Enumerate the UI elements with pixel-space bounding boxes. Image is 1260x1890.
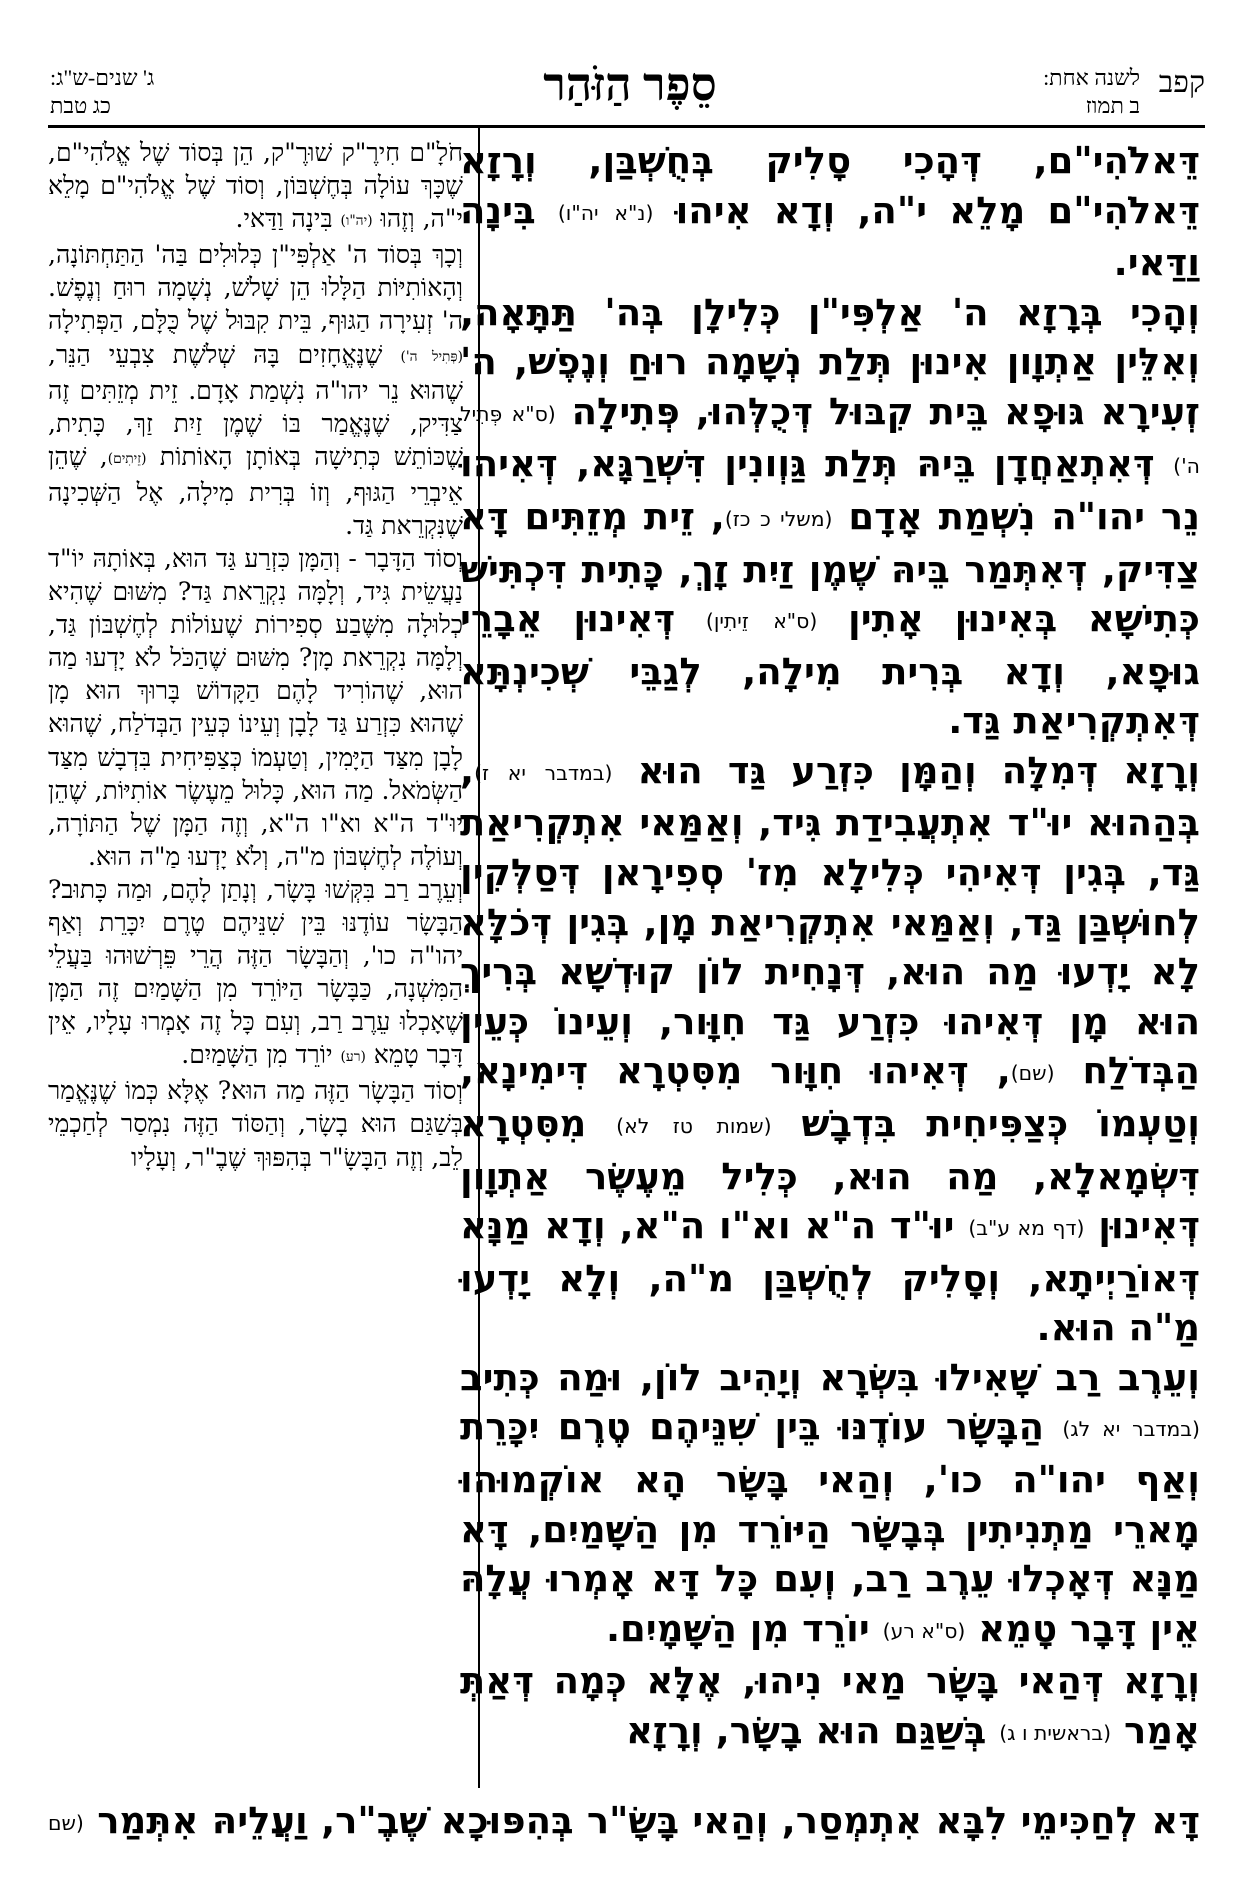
header-left-line1: ג' שנים-ש"ג: (50, 65, 155, 90)
bottom-full-width-line: דָּא לְחַכִּימֵי לִבָּא אִתְמְסַר, וְהַאי בָּשָׂ"ר בְּהִפּוּכָא שֶׁבֶ"ר, וַעֲלֵיהּ אִתְּמַר (שם (48, 1799, 1200, 1842)
header-left-reading-schedule (50, 64, 240, 128)
source-reference: (נ"א יה"ו) (557, 200, 654, 225)
side-paragraph-2: וְכָךְ בְּסוֹד ה' אַלְפִּי"ן כְּלוּלִים בַּה' הַתַּחְתּוֹנָה, וְהָאוֹתִיּוֹת הַלָּלוּ הֵן שָׁלֹשׁ, נְשָׁמָה רוּחַ וְנֶפֶשׁ. ה' זְעִירָה הַגּוּף, בֵּית קִבּוּל שֶׁל כֻּלָּם, הַפְּתִילָה (פְּתִיל ה') שֶׁנֶּאֱחָזִים בָּהּ שְׁלֹשֶׁת צִבְעֵי הַנֵּר, שֶׁהוּא נֵר יהו"ה נִשְׁמַת אָדָם. זֵית מְזֵתִּים זֶה צַדִּיק, שֶׁנֶּאֱמַר בּוֹ שֶׁמֶן זַיִת זַךְ, כָּתִית, שֶׁכּוֹתֵשׁ כְּתִישָׁה בְּאוֹתָן הָאוֹתוֹת (זֵיתִים), שֶׁהֵן אֵיבְרֵי הַגּוּף, וְזוֹ בְּרִית מִילָה, אֶל הַשְּׁכִינָה שֶׁנִּקְרֵאת גַּד. (48, 240, 464, 540)
source-reference: (שם (48, 1810, 84, 1835)
main-paragraph-1: דֵּאלֹהִי"ם, דְּהָכִי סָלִיק בְּחֻשְׁבַּן, וְרָזָא דֵּאלֹהִי"ם מָלֵא י"ה, וְדָא אִיהוּ (נ"א יה"ו) בִּינָה וַדַּאי. (460, 139, 1200, 285)
translation-column (48, 136, 463, 1174)
side-paragraph-4: וְעֵרֶב רַב בִּקְּשׁוּ בָּשָׂר, וְנָתַן לָהֶם, וּמַה כָּתוּב? הַבָּשָׂר עוֹדֶנּוּ בֵּין שִׁנֵּיהֶם טֶרֶם יִכָּרֵת וְאַף יהו"ה כו', וְהַבָּשָׂר הַזֶּה הֲרֵי פֵּרְשׁוּהוּ בַּעֲלֵי הַמִּשְׁנָה, כַּבָּשָׂר הַיּוֹרֵד מִן הַשָּׁמַיִם זֶה הַמָּן שֶׁאָכְלוּ עֵרֶב רַב, וְעִם כָּל זֶה אָמְרוּ עָלָיו, אֵין דָּבָר טָמֵא (רע) יוֹרֵד מִן הַשָּׁמַיִם. (48, 874, 463, 1070)
source-reference: (ס"א רע) (882, 1618, 966, 1643)
source-reference: (במדבר יא לג) (1062, 1417, 1200, 1442)
main-paragraph-5: וְרָזָא דְּהַאי בָּשָׂר מַאי נִיהוּ, אֶלָּא כְּמָה דְּאַתְּ אָמַר (בראשית ו ג) בְּשַׁגַּם הוּא בָשָׂר, וְרָזָא (460, 1659, 1200, 1752)
source-reference: (משלי כ כז) (724, 506, 833, 531)
main-text-column (460, 136, 1200, 1758)
source-reference: (שמות טז לא) (616, 1113, 772, 1138)
source-reference: (ס"א זֵיתִין) (705, 609, 818, 634)
page-number: קפב (1158, 66, 1205, 99)
source-reference: (זֵיתִים) (107, 450, 147, 467)
source-reference: (רע) (340, 1049, 366, 1066)
side-paragraph-1: חֹלָ"ם חִירֶ"ק שׁוּרֶ"ק, הֵן בְּסוֹד שֶׁל אֱלֹהִי"ם, שֶׁכָּךְ עוֹלָה בְּחֶשְׁבּוֹן, וְסוֹד שֶׁל אֱלֹהִי"ם מָלֵא י"ה, וְזֶהוּ (יה"ו) בִּינָה וַדַּאי. (48, 138, 463, 234)
source-reference: (שם) (1010, 1061, 1055, 1086)
main-paragraph-3: וְרָזָא דְּמִלָּה וְהַמָּן כִּזְרַע גַּד הוּא (במדבר יא ז), בְּהַהוּא יוּ"ד אִתְעֲבִידַת גִּיד, וְאַמַּאי אִתְקְרִיאַת גַּד, בְּגִין דְּאִיהִי כְּלִילָא מִז' סְפִירָאן דְּסַלְּקִין לְחוּשְׁבַּן גַּד, וְאַמַּאי אִתְקְרִיאַת מָן, בְּגִין דְּכֹלָּא לָא יָדְעוּ מַה הוּא, דְּנָחִית לוֹן קוּדְשָׁא בְּרִיךְ הוּא מָן דְּאִיהוּ כִּזְרַע גַּד חִוָּור, וְעֵינוֹ כְּעֵין הַבְּדֹלַח (שם), דְּאִיהוּ חִוָּור מִסִּטְרָא דִּימִינָא, וְטַעְמוֹ כְּצַפִּיחִית בִּדְבָשׁ (שמות טז לא) מִסִּטְרָא דִּשְׂמָאלָא, מַה הוּא, כְּלִיל מֵעֶשֶׂר אַתְוָון דְּאִינוּן (דף מא ע"ב) יוּ"ד ה"א וא"ו ה"א, וְדָא מַנָּא דְּאוֹרַיְיתָא, וְסָלִיק לְחֻשְׁבַּן מ"ה, וְלָא יָדְעוּ מַ"ה הוּא. (460, 748, 1200, 1350)
header-right-line2: ב תמוז (1085, 93, 1140, 118)
header-rule (48, 125, 1205, 128)
header-right-line1: לשנה אחת: (1043, 65, 1140, 90)
book-title: סֵפֶר הַזֹּהַר (543, 59, 717, 110)
main-paragraph-4: וְעֵרֶב רַב שָׁאִילוּ בִּשְׂרָא וְיָהִיב לוֹן, וּמַה כְּתִיב (במדבר יא לג) הַבָּשָׂר עוֹדֶנּוּ בֵּין שִׁנֵּיהֶם טֶרֶם יִכָּרֵת וְאַף יהו"ה כו', וְהַאי בָּשָׂר הָא אוֹקְמוּהוּ מָארֵי מַתְנִיתִין בְּבָשָׂר הַיּוֹרֵד מִן הַשָּׁמַיִם, דָּא מַנָּא דְּאָכְלוּ עֵרֶב רַב, וְעִם כָּל דָּא אָמְרוּ עֲלָהּ אֵין דָּבָר טָמֵא (ס"א רע) יוֹרֵד מִן הַשָּׁמָיִם. (460, 1355, 1200, 1650)
source-reference: (פְּתִיל ה') (400, 348, 464, 365)
source-reference: (במדבר יא ז) (474, 760, 613, 785)
source-reference: (ס"א פְּתִיל ה') (460, 401, 1200, 479)
header-left-line2: כג טבת (50, 93, 111, 118)
source-reference: (בראשית ו ג) (999, 1720, 1112, 1745)
main-paragraph-2: וְהָכִי בְּרָזָא ה' אַלְפִּי"ן כְּלִילָן בְּה' תַּתָּאָה, וְאִלֵּין אַתְוָון אִינוּן תְּלַת נְשָׁמָה רוּחַ וְנֶפֶשׁ, ה' זְעִירָא גּוּפָא בֵּית קִבּוּל דְּכֻלְּהוּ, פְּתִילָה (ס"א פְּתִיל ה') דְּאִתְאַחֲדָן בֵּיהּ תְּלַת גַּוְונִין דִּשְׁרַגָּא, דְּאִיהוּ נֵר יהו"ה נִשְׁמַת אָדָם (משלי כ כז), זֵית מְזֵתִּים דָּא צַדִּיק, דְּאִתְּמַר בֵּיהּ שֶׁמֶן זַיִת זָךְ, כָּתִית דִּכְתִּישׁ כְּתִישָׁא בְּאִינוּן אָתִין (ס"א זֵיתִין) דְּאִינוּן אֵבָרֵי גוּפָא, וְדָא בְּרִית מִילָה, לְגַבֵּי שְׁכִינְתָּא דְּאִתְקְרִיאַת גַּד. (460, 290, 1200, 743)
source-reference: (יה"ו) (340, 213, 373, 230)
side-paragraph-3: וְסוֹד הַדָּבָר - וְהַמָּן כִּזְרַע גַּד הוּא, בְּאוֹתָהּ יוֹ"ד נַעֲשֵׂית גִּיד, וְלָמָּה נִקְרֵאת גַּד? מִשּׁוּם שֶׁהִיא כְלוּלָה מִשֶּׁבַע סְפִירוֹת שֶׁעוֹלוֹת לְחֶשְׁבּוֹן גַּד, וְלָמָּה נִקְרֵאת מָן? מִשּׁוּם שֶׁהַכֹּל לֹא יָדְעוּ מַה הוּא, שֶׁהוֹרִיד לָהֶם הַקָּדוֹשׁ בָּרוּךְ הוּא מָן שֶׁהוּא כִּזְרַע גַּד לָבָן וְעֵינוֹ כְּעֵין הַבְּדֹלַח, שֶׁהוּא לָבָן מִצַּד הַיָּמִין, וְטַעְמוֹ כְּצַפִּיחִית בִּדְבָשׁ מִצַּד הַשְּׂמֹאל. מַה הוּא, כָּלוּל מֵעֶשֶׂר אוֹתִיּוֹת, שֶׁהֵן יוּ"ד ה"א וא"ו ה"א, וְזֶה הַמָּן שֶׁל הַתּוֹרָה, וְעוֹלֶה לְחֶשְׁבּוֹן מ"ה, וְלֹא יָדְעוּ מַ"ה הוּא. (48, 543, 463, 871)
side-paragraph-5: וְסוֹד הַבָּשָׂר הַזֶּה מַה הוּא? אֶלָּא כְּמוֹ שֶׁנֶּאֱמַר בְּשַׁגַּם הוּא בָשָׂר, וְהַסּוֹד הַזֶּה נִמְסַר לְחַכְמֵי לֵב, וְזֶה הַבָּשָׂ"ר בְּהִפּוּךְ שֶׁבֶ"ר, וְעָלָיו (48, 1076, 463, 1172)
source-reference: (דף מא ע"ב) (968, 1216, 1085, 1241)
